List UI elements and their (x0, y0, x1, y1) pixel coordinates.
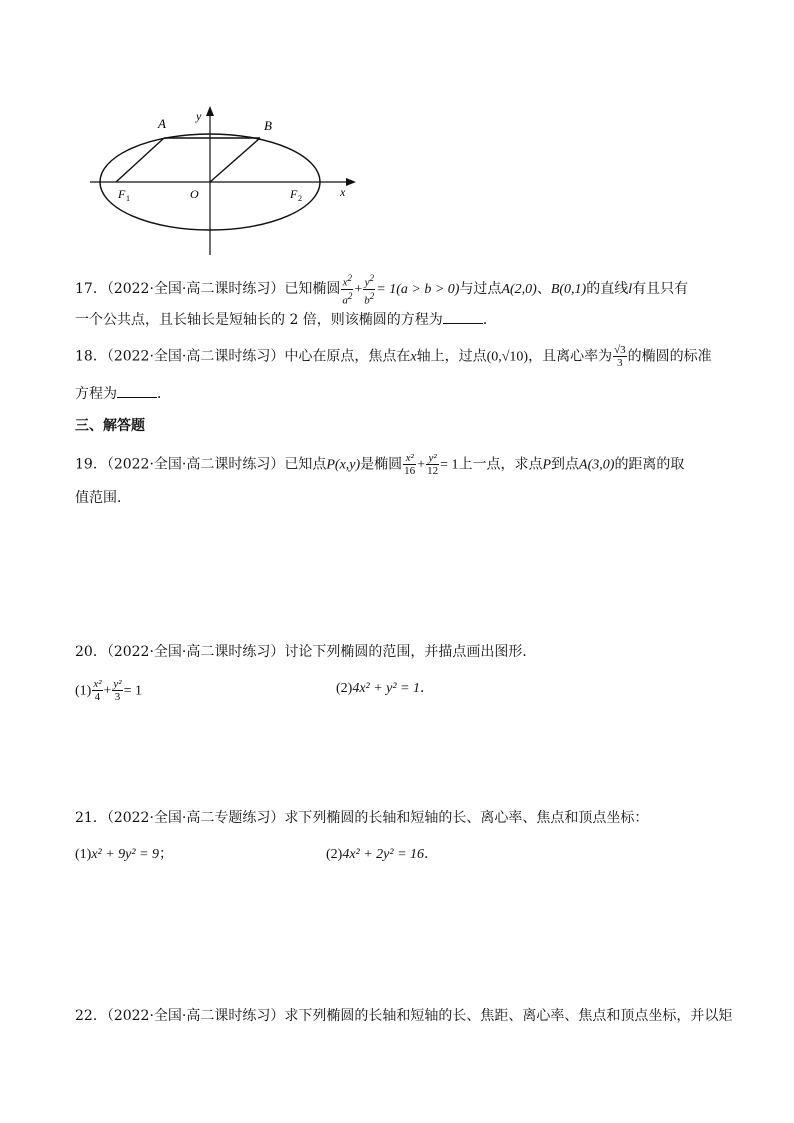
q20-part1: (1) $\frac{\text{x²}}{4}$ + $\frac{\text{y²}}{3}$ = 1 (75, 678, 143, 703)
q17-source: （2022·全国·高二课时练习） (106, 281, 285, 298)
q18-answer-blank (117, 385, 157, 398)
label-A: A (158, 116, 166, 131)
q17-frac-y: $\frac{y^2}{b^2}$ (364, 273, 375, 307)
label-y: y (196, 109, 202, 123)
q17-answer-blank (443, 311, 483, 324)
label-B: B (264, 118, 272, 133)
q21-number: 21． (75, 810, 107, 826)
q20-line1: 20．（2022·全国·高二课时练习）讨论下列椭圆的范围，并描点画出图形． (75, 644, 537, 660)
q19-source: （2022·全国·高二课时练习） (106, 456, 285, 473)
q20-source: （2022·全国·高二课时练习） (106, 644, 285, 660)
q22-line1: 22．（2022·全国·高二课时练习）求下列椭圆的长轴和短轴的长、焦距、离心率、焦点和顶点坐标，并以矩 (75, 1008, 733, 1024)
q20-part2: (2)4x² + y² = 1． (336, 680, 435, 696)
q18-eccentricity: $\frac{√3}{3}$ (614, 344, 626, 369)
q19-line2: 值范围． (75, 490, 131, 506)
q18-line2: 方程为 ． (75, 386, 171, 402)
label-F2-sub: 2 (298, 194, 302, 203)
q20-frac-x: $\frac{\text{x²}}{4}$ (93, 678, 102, 703)
q17-number: 17． (75, 281, 107, 298)
ellipse-diagram (88, 100, 368, 260)
q17-condition: = 1(a > b > 0) (376, 282, 460, 298)
x-axis-arrow (346, 178, 356, 186)
q21-part1: (1)x² + 9y² = 9； (75, 846, 174, 862)
q19-frac-x: $\frac{\text{x²}}{16}$ (404, 452, 416, 477)
q17-point-b: B(0,1) (550, 282, 587, 298)
q18-point: (0,√10) (486, 349, 529, 365)
label-O: O (190, 187, 199, 201)
q17-line2: 一个公共点，且长轴长是短轴长的 2 倍，则该椭圆的方程为 ． (75, 312, 497, 328)
segment-OB (210, 138, 260, 182)
section-heading: 三、解答题 (75, 418, 145, 434)
q22-number: 22． (75, 1008, 107, 1024)
q18-source: （2022·全国·高二课时练习） (106, 348, 285, 365)
q22-source: （2022·全国·高二课时练习） (106, 1008, 285, 1024)
q19-line1: 19．（2022·全国·高二课时练习）已知点P(x,y)是椭圆 $\frac{\text{x²}}{16}$ + $\frac{\text{y²}}{12}$ = 1上一点，求点P到点A(3,0)的距离的取 (75, 452, 685, 477)
label-F2: F (290, 187, 298, 201)
label-F1: F (118, 187, 126, 201)
y-axis-arrow (206, 106, 214, 116)
q18-number: 18． (75, 348, 107, 365)
q19-frac-y: $\frac{\text{y²}}{12}$ (427, 452, 439, 477)
label-x: x (340, 185, 346, 199)
q19-number: 19． (75, 456, 107, 473)
q20-number: 20． (75, 644, 107, 660)
q18-line1: 18．（2022·全国·高二课时练习）中心在原点，焦点在x轴上，过点(0,√10)，且离心率为 $\frac{√3}{3}$ 的椭圆的标准 (75, 344, 712, 369)
q17-point-a: A(2,0) (501, 282, 537, 298)
label-F1-sub: 1 (126, 194, 130, 203)
q20-frac-y: $\frac{\text{y²}}{3}$ (113, 678, 122, 703)
q17-frac-x: $\frac{x^2}{a^2}$ (342, 273, 353, 307)
q17-line1: 17．（2022·全国·高二课时练习）已知椭圆 $\frac{x^2}{a^2}$ + $\frac{y^2}{b^2}$ = 1(a > b > 0)与过点A(2,0)、B(0,1)的直线l有且只有 (75, 273, 689, 307)
q21-part2: (2)4x² + 2y² = 16． (326, 846, 439, 862)
q21-line1: 21．（2022·全国·高二专题练习）求下列椭圆的长轴和短轴的长、离心率、焦点和顶点坐标： (75, 810, 649, 826)
ellipse-figure (88, 100, 368, 260)
q21-source: （2022·全国·高二专题练习） (106, 810, 285, 826)
